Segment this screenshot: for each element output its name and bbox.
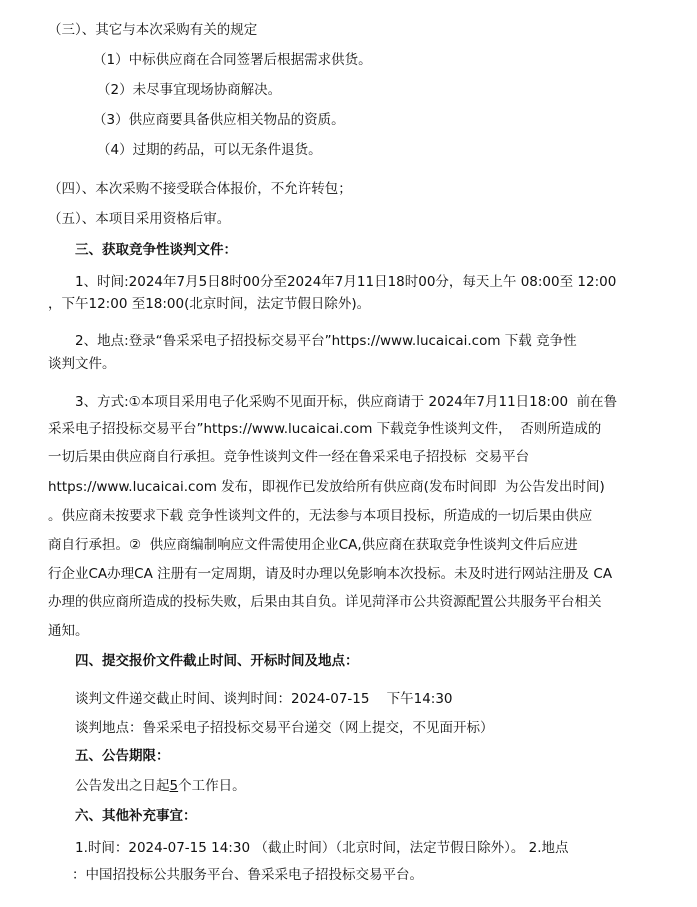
method-line: 行企业CA办理CA 注册有一定周期，请及时办理以免影响本次投标。未及时进行网站注册及 CA bbox=[48, 566, 613, 582]
method-line: 商自行承担。② 供应商编制响应文件需使用企业CA,供应商在获取竞争性谈判文件后应进 bbox=[48, 537, 578, 553]
section-three-heading: 三、获取竞争性谈判文件： bbox=[75, 242, 237, 258]
clause-five: （五）、本项目采用资格后审。 bbox=[48, 211, 231, 227]
section-four-heading: 四、提交报价文件截止时间、开标时间及地点： bbox=[75, 653, 359, 669]
method-line: 办理的供应商所造成的投标失败，后果由其自负。详见菏泽市公共资源配置公共服务平台相关 bbox=[48, 594, 602, 610]
clause-four: （四）、本次采购不接受联合体报价，不允许转包； bbox=[48, 181, 352, 197]
supplement-line-2: ：中国招投标公共服务平台、鲁采采电子招投标交易平台。 bbox=[72, 867, 423, 883]
time-line-2: ，下午12:00 至18:00(北京时间，法定节假日除外)。 bbox=[48, 296, 371, 312]
time-line-1: 1、时间:2024年7月5日8时00分至2024年7月11日18时00分，每天上午 08:00至 12:00 bbox=[75, 274, 617, 290]
place-line-2: 谈判文件。 bbox=[48, 356, 116, 372]
method-line: 通知。 bbox=[48, 623, 89, 639]
period-text-after: 个工作日。 bbox=[178, 778, 246, 794]
negotiation-location: 谈判地点：鲁采采电子招投标交易平台递交（网上提交，不见面开标） bbox=[75, 720, 494, 736]
method-line: 一切后果由供应商自行承担。竞争性谈判文件一经在鲁采采电子招投标 交易平台 bbox=[48, 449, 530, 465]
other-item-4: （4）过期的药品，可以无条件退货。 bbox=[97, 142, 322, 158]
method-line: 采采电子招投标交易平台”https://www.lucaicai.com 下载竞争性谈判文件， 否则所造成的 bbox=[48, 421, 602, 437]
other-item-1: （1）中标供应商在合同签署后根据需求供货。 bbox=[93, 52, 372, 68]
period-text-before: 公告发出之日起 bbox=[75, 778, 170, 794]
supplement-line-1: 1.时间：2024-07-15 14:30 （截止时间）（北京时间，法定节假日除外）。 2.地点 bbox=[75, 840, 569, 856]
announcement-period bbox=[75, 777, 246, 795]
method-line: 。供应商未按要求下载 竞争性谈判文件的，无法参与本项目投标，所造成的一切后果由供应 bbox=[48, 508, 593, 524]
period-days: 5 bbox=[169, 778, 179, 794]
submission-deadline: 谈判文件递交截止时间、谈判时间：2024-07-15 下午14:30 bbox=[75, 691, 453, 707]
method-line: https://www.lucaicai.com 发布，即视作已发放给所有供应商(发布时间即 为公告发出时间) bbox=[48, 479, 605, 495]
other-item-3: （3）供应商要具备供应相关物品的资质。 bbox=[93, 112, 345, 128]
section-five-heading: 五、公告期限： bbox=[75, 748, 170, 764]
section-other-heading: （三）、其它与本次采购有关的规定 bbox=[48, 22, 258, 38]
section-six-heading: 六、其他补充事宜： bbox=[75, 808, 197, 824]
place-line-1: 2、地点:登录“鲁采采电子招投标交易平台”https://www.lucaicai.com 下载 竞争性 bbox=[75, 333, 577, 349]
method-line: 3、方式:①本项目采用电子化采购不见面开标，供应商请于 2024年7月11日18:00 前在鲁 bbox=[75, 394, 618, 410]
other-item-2: （2）未尽事宜现场协商解决。 bbox=[97, 82, 282, 98]
